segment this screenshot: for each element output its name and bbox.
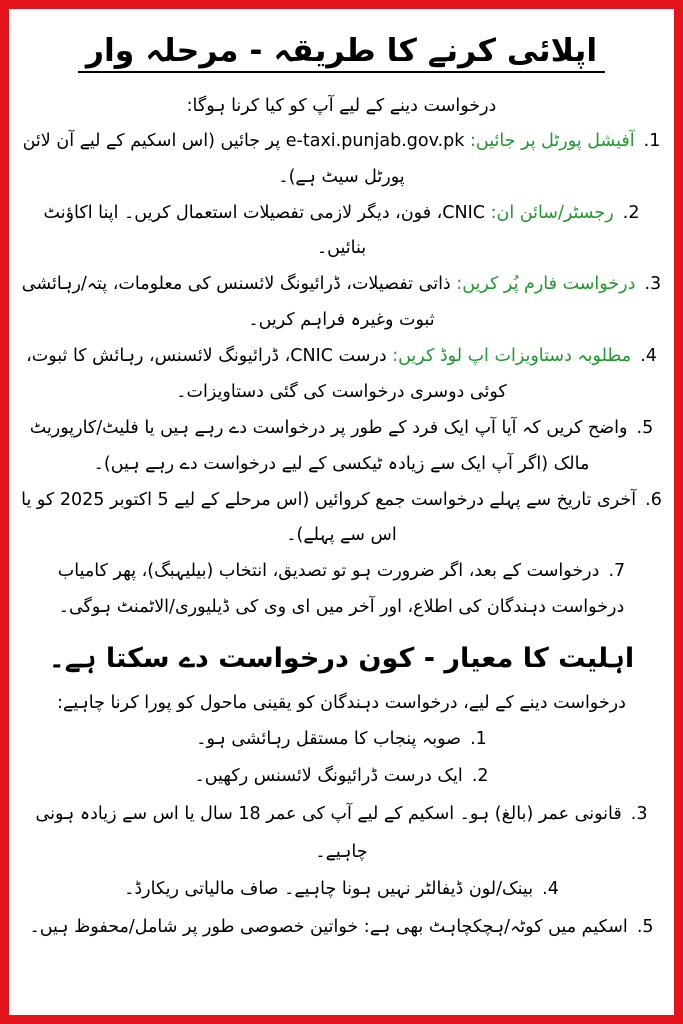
criterion-number: 3. xyxy=(630,804,648,824)
step-text: e-taxi.punjab.gov.pk پر جائیں (اس اسکیم کے لیے آن لائن پورٹل سیٹ ہے)۔ xyxy=(22,130,465,187)
criterion-text: اسکیم میں کوٹہ/ہچکچاہٹ بھی ہے: خواتین خصوصی طور پر شامل/محفوظ ہیں۔ xyxy=(29,916,628,937)
criterion-text: قانونی عمر (بالغ) ہو۔ اسکیم کے لیے آپ کی عمر 18 سال یا اس سے زیادہ ہونی چاہیے۔ xyxy=(35,804,622,862)
step-text: CNIC، فون، دیگر لازمی تفصیلات استعمال کریں۔ اپنا اکاؤنٹ بنائیں۔ xyxy=(43,202,485,259)
step-number: 4. xyxy=(640,346,657,367)
step-item xyxy=(21,411,662,483)
criterion-item xyxy=(21,871,662,909)
step-item xyxy=(21,196,662,268)
eligibility-heading: اہلیت کا معیار - کون درخواست دے سکتا ہے۔ xyxy=(48,642,635,674)
page-title-text: اپلائی کرنے کا طریقہ - مرحلہ وار xyxy=(78,33,605,73)
eligibility-list xyxy=(21,721,662,947)
step-number: 1. xyxy=(643,130,661,151)
criterion-text: ایک درست ڈرائیونگ لائسنس رکھیں۔ xyxy=(194,766,463,787)
step-text: آخری تاریخ سے پہلے درخواست جمع کروائیں (اس مرحلے کے لیے 5 اکتوبر 2025 کو یا اس سے پہلے)۔ xyxy=(21,489,637,546)
step-text: درست CNIC، ڈرائیونگ لائسنس، رہائش کا ثبوت، کوئی دوسری درخواست کی گئی دستاویزات۔ xyxy=(26,346,507,402)
step-number: 5. xyxy=(636,417,654,438)
criterion-number: 1. xyxy=(470,728,487,749)
step-label: مطلوبہ دستاویزات اپ لوڈ کریں: xyxy=(392,346,632,367)
step-text: ذاتی تفصیلات، ڈرائیونگ لائسنس کی معلومات، پتہ/رہائشی ثبوت وغیرہ فراہم کریں۔ xyxy=(21,274,451,331)
step-number: 6. xyxy=(645,489,662,510)
criterion-item xyxy=(21,909,662,947)
step-label: آفیشل پورٹل پر جائیں: xyxy=(469,130,635,151)
step-item xyxy=(21,124,662,196)
step-text: واضح کریں کہ آیا آپ ایک فرد کے طور پر درخواست دے رہے ہیں یا فلیٹ/کارپوریٹ مالک (اگر آپ ایک سے زیادہ ٹیکسی کے لیے درخواست دے رہے ہیں)۔ xyxy=(29,417,628,474)
step-item xyxy=(21,554,662,626)
eligibility-intro: درخواست دینے کے لیے، درخواست دہندگان کو یقینی ماحول کو پورا کرنا چاہیے: xyxy=(57,692,626,713)
step-item xyxy=(21,267,662,339)
criterion-number: 4. xyxy=(542,879,559,900)
step-number: 2. xyxy=(622,202,640,223)
criterion-number: 2. xyxy=(471,766,489,787)
criterion-text: صوبہ پنجاب کا مستقل رہائشی ہو۔ xyxy=(196,728,461,749)
poster-content xyxy=(21,29,662,1003)
criterion-text: بینک/لون ڈیفالٹر نہیں ہونا چاہیے۔ صاف مالیاتی ریکارڈ۔ xyxy=(124,879,534,900)
criterion-number: 5. xyxy=(636,916,654,937)
step-number: 7. xyxy=(608,561,626,582)
page-title xyxy=(21,29,662,75)
step-item xyxy=(21,339,662,411)
criterion-item xyxy=(21,721,662,759)
step-item xyxy=(21,483,662,555)
step-label: درخواست فارم پُر کریں: xyxy=(456,274,636,295)
step-number: 3. xyxy=(644,274,662,295)
criterion-item xyxy=(21,796,662,871)
criterion-item xyxy=(21,758,662,796)
steps-intro: درخواست دینے کے لیے آپ کو کیا کرنا ہوگا: xyxy=(186,95,497,116)
step-label: رجسٹر/سائن ان: xyxy=(490,202,614,223)
steps-list xyxy=(21,124,662,626)
step-text: درخواست کے بعد، اگر ضرورت ہو تو تصدیق، انتخاب (بیلیہبگ)، پھر کامیاب درخواست دہندگان کی اطلاع، اور آخر میں ای وی کی ڈیلیوری/الاٹمنٹ ہوگی۔ xyxy=(57,561,625,618)
